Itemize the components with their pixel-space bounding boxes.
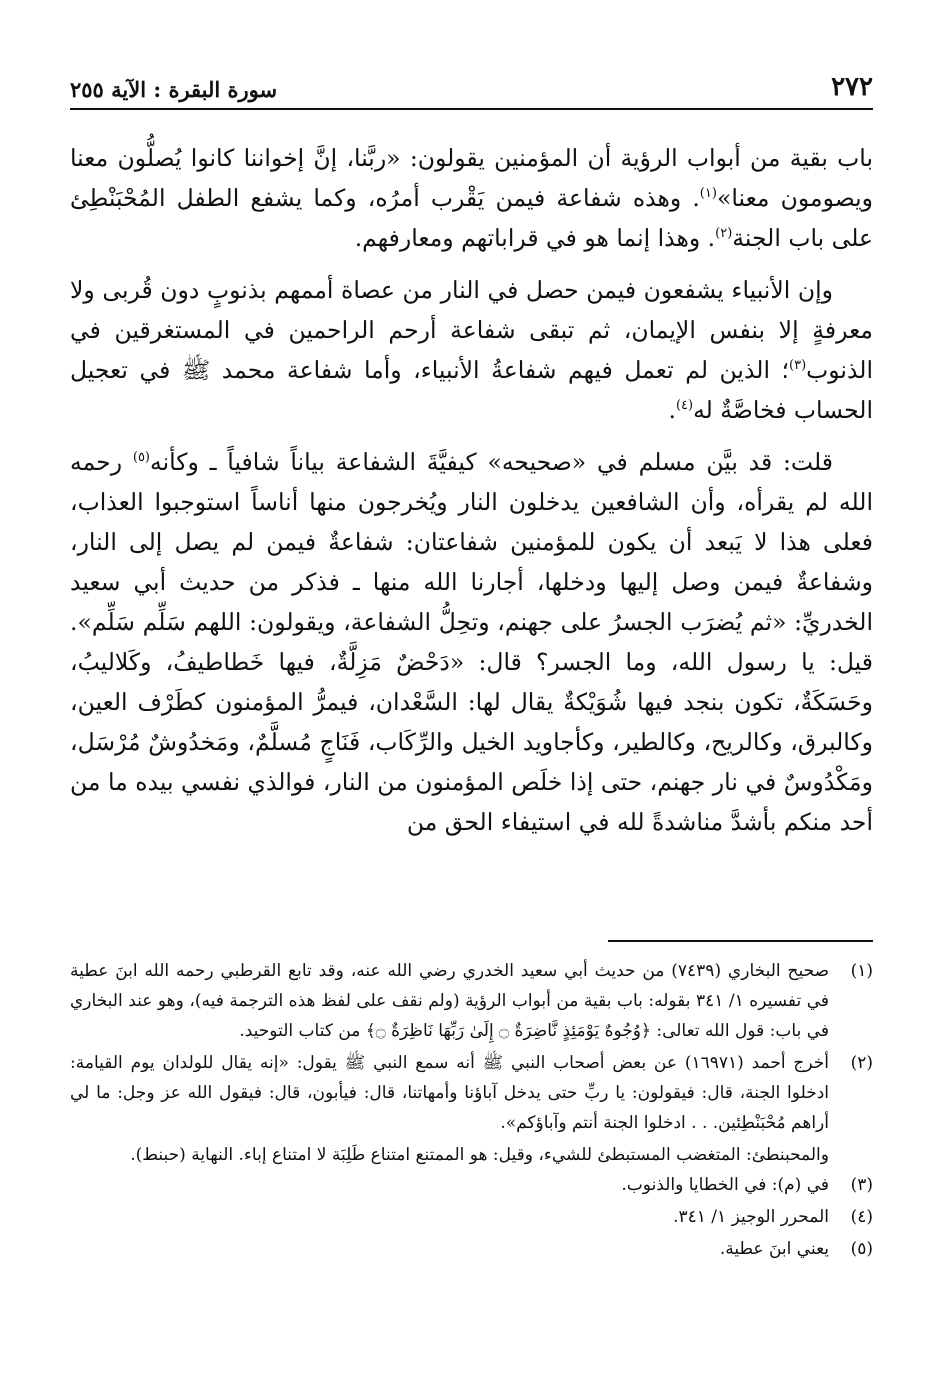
- footnote-text: في (م): في الخطايا والذنوب.: [621, 1175, 829, 1195]
- footnote-text: أخرج أحمد (١٦٩٧١) عن بعض أصحاب النبي ﷺ أنه سمع النبي ﷺ يقول: «إنه يقال للولدان يوم القيامة: ادخلوا الجنة، قال: فيقولون: يا ربِّ حتى يدخل آباؤنا وأمهاتنا، قال: فيأبون، قال: فيقول الله عز وجل: ما لي أراهم مُحْبَنْطِئين. . . ادخلوا الجنة أنتم وآباؤكم».: [70, 1053, 829, 1133]
- footnote-3: [70, 1170, 873, 1200]
- paragraph-1-part-c: . وهذا إنما هو في قراباتهم ومعارفهم.: [354, 224, 716, 252]
- surah-title: سورة البقرة : الآية ٢٥٥: [70, 77, 278, 102]
- paragraph-3-part-a: قلت: قد بيَّن مسلم في «صحيحه» كيفيَّةَ الشفاعة بياناً شافياً ـ وكأنه: [150, 448, 834, 476]
- footnote-ref-4: (٤): [675, 398, 694, 414]
- paragraph-1-part-b: . وهذه شفاعة فيمن يَقْرب أمرُه، وكما يشفع الطفل المُحْبَنْطِئ على باب الجنة: [70, 184, 873, 252]
- page-number: ٢٧٢: [831, 72, 873, 102]
- paragraph-1-part-a: باب بقية من أبواب الرؤية أن المؤمنين يقولون: «ربَّنا، إنَّ إخواننا كانوا يُصلُّون معنا ويصومون معنا»: [70, 144, 873, 212]
- footnote-divider: [608, 940, 873, 942]
- footnote-5: [70, 1234, 873, 1264]
- paragraph-2-part-a: وإن الأنبياء يشفعون فيمن حصل في النار من عصاة أممهم بذنوبٍ دون قُربى ولا معرفةٍ إلا بنفس الإيمان، ثم تبقى شفاعة أرحم الراحمين في المستغرقين في الذنوب: [70, 276, 873, 384]
- footnote-2-continuation: والمحبنطئ: المتغضب المستبطئ للشيء، وقيل: هو الممتنع امتناع طَلِبَة لا امتناع إباء. النهاية (حبنط).: [130, 1145, 829, 1165]
- footnote-ref-5: (٥): [132, 450, 150, 466]
- footnote-number: (٣): [850, 1175, 873, 1195]
- footnote-number: (٢): [850, 1053, 873, 1073]
- footnote-text: يعني ابنَ عطية.: [719, 1239, 829, 1259]
- paragraph-2-part-b: ؛ الذين لم تعمل فيهم شفاعةُ الأنبياء، وأما شفاعة محمد ﷺ في تعجيل الحساب فخاصَّةٌ له: [70, 356, 873, 424]
- footnote-1: [70, 956, 873, 1046]
- footnote-text: صحيح البخاري (٧٤٣٩) من حديث أبي سعيد الخدري رضي الله عنه، وقد تابع القرطبي رحمه الله ابنَ عطية في تفسيره ١/ ٣٤١ بقوله: باب بقية من أبواب الرؤية (ولم نقف على لفظ هذه الترجمة فيه)، وهو عند البخاري في باب: قول الله تعالى: ﴿وُجُوهٌ يَوْمَئِذٍ نَّاضِرَةٌ ۝ إِلَىٰ رَبِّهَا نَاظِرَةٌ ۝﴾ من كتاب التوحيد.: [70, 961, 830, 1041]
- footnotes: [70, 956, 873, 1266]
- main-text: [70, 138, 873, 854]
- page-header: [70, 62, 873, 110]
- footnote-text: المحرر الوجيز ١/ ٣٤١.: [673, 1207, 829, 1227]
- paragraph-2-part-c: .: [668, 396, 676, 424]
- footnote-2: [70, 1048, 873, 1138]
- footnote-ref-2: (٢): [715, 226, 733, 242]
- footnote-number: (١): [850, 961, 873, 981]
- footnote-ref-3: (٣): [789, 358, 807, 374]
- paragraph-3-part-b: رحمه الله لم يقرأه، وأن الشافعين يدخلون النار ويُخرجون منها أناساً استوجبوا العذاب، فعلى هذا لا يَبعد أن يكون للمؤمنين شفاعتان: شفاعةٌ فيمن لم يصل إلى النار، وشفاعةٌ فيمن وصل إليها ودخلها، أجارنا الله منها ـ فذكر من حديث أبي سعيد الخدريِّ: «ثم يُضرَب الجسرُ على جهنم، وتحِلُّ الشفاعة، ويقولون: اللهم سَلِّم سَلِّم». قيل: يا رسول الله، وما الجسر؟ قال: «دَحْضٌ مَزِلَّةٌ، فيها خَطاطيفُ، وكَلاليبُ، وحَسَكَةٌ، تكون بنجد فيها شُوَيْكةٌ يقال لها: السَّعْدان، فيمرُّ المؤمنون كطَرْف العين، وكالبرق، وكالريح، وكالطير، وكأجاويد الخيل والرِّكَاب، فَنَاجٍ مُسلَّمٌ، ومَخدُوشٌ مُرْسَل، ومَكْدُوسٌ في نار جهنم، حتى إذا خلَص المؤمنون من النار، فوالذي نفسي بيده ما من أحد منكم بأشدَّ مناشدةً لله في استيفاء الحق من: [70, 448, 873, 836]
- paragraph-1: [70, 138, 873, 258]
- footnote-ref-1: (١): [699, 186, 717, 202]
- footnote-4: [70, 1202, 873, 1232]
- paragraph-2: [70, 270, 873, 430]
- footnote-number: (٥): [850, 1239, 873, 1259]
- paragraph-3: [70, 442, 873, 842]
- footnote-number: (٤): [850, 1207, 873, 1227]
